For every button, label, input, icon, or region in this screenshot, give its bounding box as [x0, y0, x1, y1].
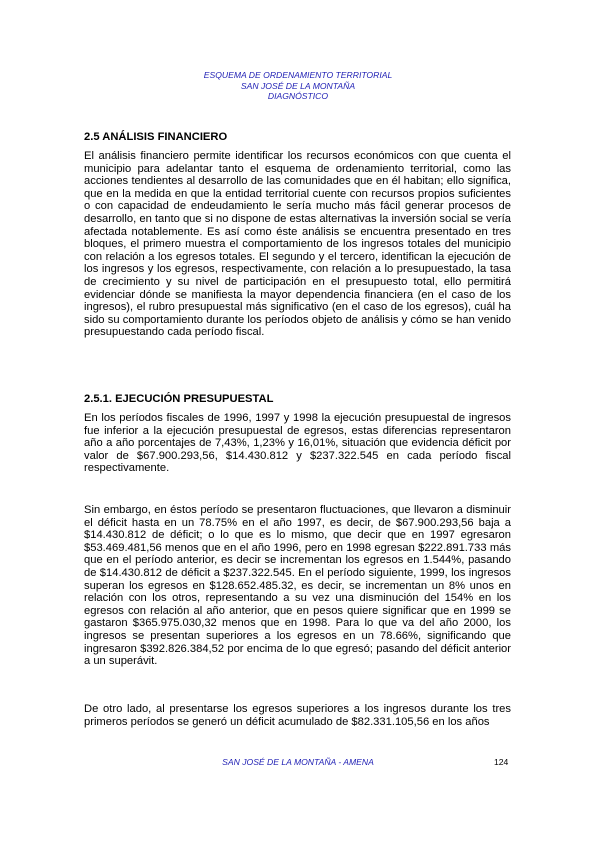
section-title: 2.5 ANÁLISIS FINANCIERO: [84, 131, 228, 143]
subsection-title: 2.5.1. EJECUCIÓN PRESUPUESTAL: [84, 393, 274, 405]
paragraph-block-1: [84, 412, 511, 475]
header-line-1: ESQUEMA DE ORDENAMIENTO TERRITORIAL: [203, 70, 393, 80]
body-paragraph: De otro lado, al presentarse los egresos superiores a los ingresos durante los tres primeros períodos se generó un déficit acumulado de $82.331.105,56 en los años: [84, 703, 511, 728]
body-paragraph: En los períodos fiscales de 1996, 1997 y 1998 la ejecución presupuestal de ingresos fue inferior a la ejecución presupuestal de egresos, estas diferencias representaron año a año porcentajes de 7,43%, 1,23% y 16,01%, situación que evidencia déficit por valor de $67.900.293,56, $14.430.812 y $237.322.545 en cada período fiscal respectivamente.: [84, 412, 511, 475]
section-financial-analysis: [84, 130, 511, 144]
footer-text: SAN JOSÉ DE LA MONTAÑA - AMENA: [222, 757, 374, 767]
paragraph-block-3: [84, 703, 511, 728]
page-number: 124: [494, 757, 509, 767]
header-line-2: SAN JOSÉ DE LA MONTAÑA: [240, 80, 356, 91]
header-line-3: DIAGNÓSTICO: [267, 91, 329, 101]
intro-paragraph: El análisis financiero permite identificar los recursos económicos con que cuenta el municipio para adelantar tanto el esquema de ordenamiento territorial, como las acciones tendientes al desarrollo de las comunidades que en él habitan; ello significa, que en la medida en que la entidad territorial cuente con recursos propios suficientes o con capacidad de endeudamiento le sería mucho más fácil generar procesos de desarrollo, en tanto que si no dispone de estas alternativas la inversión social se vería afectada notablemente. Es así como éste análisis se encuentra presentado en tres bloques, el primero muestra el comportamiento de los ingresos totales del municipio con relación a los egresos totales. El segundo y el tercero, identifican la ejecución de los ingresos y los egresos, respectivamente, con relación a lo presupuestado, la tasa de crecimiento y su nivel de participación en el presupuesto total, ello permitirá evidenciar dónde se manifiesta la mayor dependencia financiera (en el caso de los ingresos), el rubro presupuestal más significativo (en el caso de los egresos), cuál ha sido su comportamiento durante los períodos objeto de análisis y cómo se han venido presupuestando cada período fiscal.: [84, 150, 511, 339]
paragraph-block-2: [84, 504, 511, 668]
page-header: [0, 70, 596, 102]
body-paragraph: Sin embargo, en éstos período se presentaron fluctuaciones, que llevaron a disminuir el déficit hasta en un 78.75% en el año 1997, es decir, de $67.900.293,56 baja a $14.430.812 de déficit; o lo que es lo mismo, que decir que en 1997 egresaron $53.469.481,56 menos que en el año 1996, pero en 1998 egresan $222.891.733 más que en el período anterior, es decir se incrementan los egresos en 1.544%, pasando de $14.430.812 de déficit a $237.322.545. En el período siguiente, 1999, los ingresos superan los egresos en $128.652.485.32, es decir, se incrementan un 8% unos en relación con los otros, representando a su vez una disminución del 154% en los egresos con relación al año anterior, que en pesos quiere significar que en 1999 se gastaron $365.975.030,32 menos que en 1998. Para lo que va del año 2000, los ingresos se presentan superiores a los egresos en un 78.66%, significando que ingresaron $392.826.384,52 por encima de lo que egresó; pasando del déficit anterior a un superávit.: [84, 504, 511, 668]
subsection-header: [84, 392, 511, 406]
intro-block: [84, 150, 511, 339]
